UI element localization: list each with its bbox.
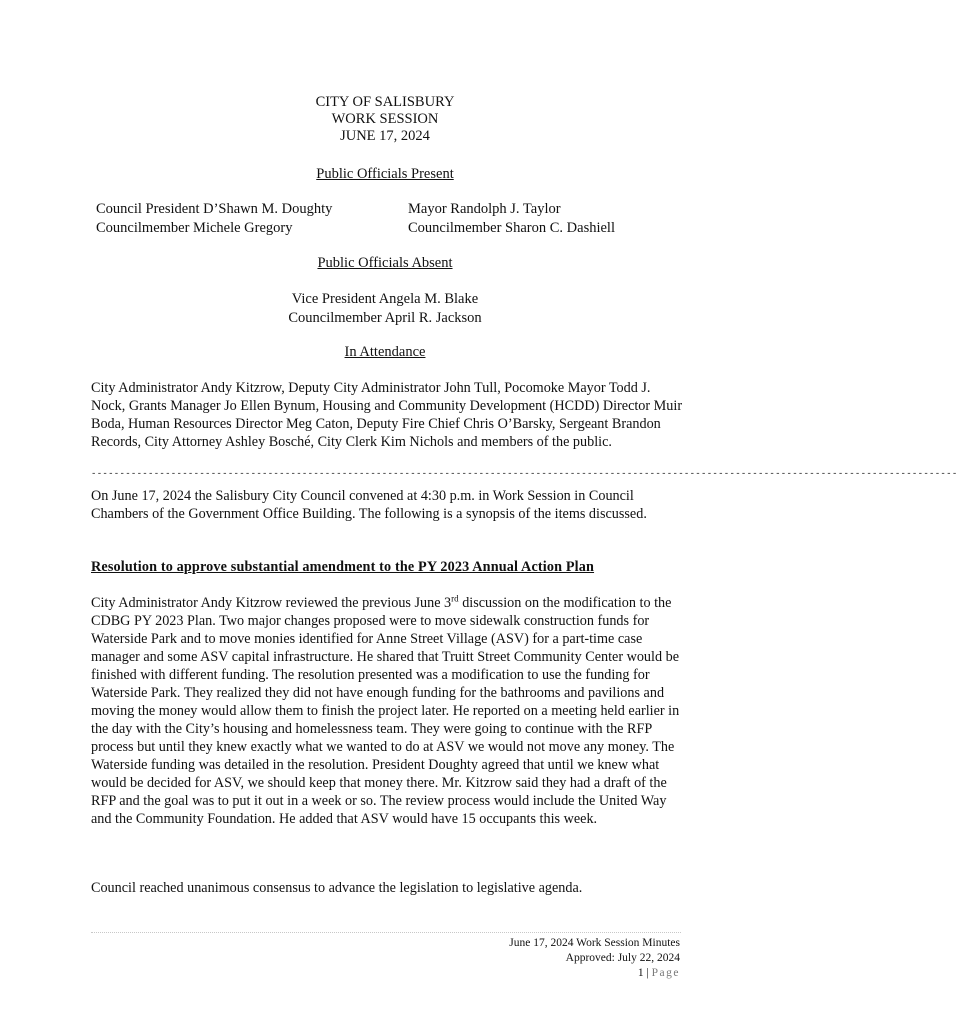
- footer-rule: [91, 932, 681, 933]
- section-divider: --------------------------------------------------------------------------------------------------------------------------------------------------------: [91, 469, 958, 479]
- official-name: Council President D’Shawn M. Doughty: [96, 201, 333, 217]
- page-word: Page: [651, 967, 680, 979]
- session-type: WORK SESSION: [331, 111, 439, 127]
- page-footer: [380, 936, 680, 981]
- official-name: Mayor Randolph J. Taylor: [408, 201, 561, 217]
- present-heading: Public Officials Present: [316, 166, 454, 182]
- attendance-list: City Administrator Andy Kitzrow, Deputy City Administrator John Tull, Pocomoke Mayor Todd J. Nock, Grants Manager Jo Ellen Bynum, Housing and Community Development (HCDD) Director Muir Boda, Human Resources Director Meg Caton, Deputy Fire Chief Chris O’Barsky, Sergeant Brandon Records, City Attorney Ashley Bosché, City Clerk Kim Nichols and members of the public.: [91, 380, 683, 450]
- footer-approved: Approved: July 22, 2024: [565, 952, 680, 964]
- ordinal-suffix: rd: [451, 593, 459, 604]
- consensus-paragraph: Council reached unanimous consensus to advance the legislation to legislative agenda.: [91, 880, 583, 896]
- page-number: 1: [637, 967, 644, 979]
- page-separator: |: [643, 967, 652, 979]
- absent-heading: Public Officials Absent: [317, 255, 453, 271]
- resolution-title: Resolution to approve substantial amendment to the PY 2023 Annual Action Plan: [91, 559, 595, 575]
- official-name: Vice President Angela M. Blake: [291, 291, 479, 307]
- document-header: [0, 94, 770, 145]
- paragraph-text: City Administrator Andy Kitzrow reviewed the previous June 3: [91, 595, 452, 611]
- attendance-heading: In Attendance: [344, 344, 426, 360]
- official-name: Councilmember Sharon C. Dashiell: [408, 220, 615, 236]
- city-name: CITY OF SALISBURY: [315, 94, 455, 110]
- resolution-paragraph: [91, 594, 685, 828]
- officials-present-right: [408, 200, 615, 238]
- session-date: JUNE 17, 2024: [340, 128, 430, 144]
- official-name: Councilmember Michele Gregory: [96, 220, 293, 236]
- synopsis-paragraph: On June 17, 2024 the Salisbury City Council convened at 4:30 p.m. in Work Session in Council Chambers of the Government Office Building. The following is a synopsis of the items discussed.: [91, 488, 647, 522]
- official-name: Councilmember April R. Jackson: [288, 310, 482, 326]
- footer-page: [380, 966, 680, 981]
- footer-minutes: June 17, 2024 Work Session Minutes: [509, 937, 680, 949]
- paragraph-text: discussion on the modification to the CDBG PY 2023 Plan. Two major changes proposed were to move sidewalk construction funds for Waterside Park and to move monies identified for Anne Street Village (ASV) for a part-time case manager and some ASV capital infrastructure. He shared that Truitt Street Community Center would be finished with different funding. The resolution presented was a modification to use the funding for Waterside Park. They realized they did not have enough funding for the bathrooms and pavilions and moving the money would allow them to finish the project later. He reported on a meeting held earlier in the day with the City’s housing and homelessness team. They were going to continue with the RFP process but until they knew exactly what we wanted to do at ASV we would not move any money. The Waterside funding was detailed in the resolution. President Doughty agreed that until we knew what would be decided for ASV, we should keep that money there. Mr. Kitzrow said they had a draft of the RFP and the goal was to put it out in a week or so. The review process would include the United Way and the Community Foundation. He added that ASV would have 15 occupants this week.: [91, 595, 680, 827]
- officials-present-left: [96, 200, 332, 238]
- officials-absent: [0, 290, 770, 328]
